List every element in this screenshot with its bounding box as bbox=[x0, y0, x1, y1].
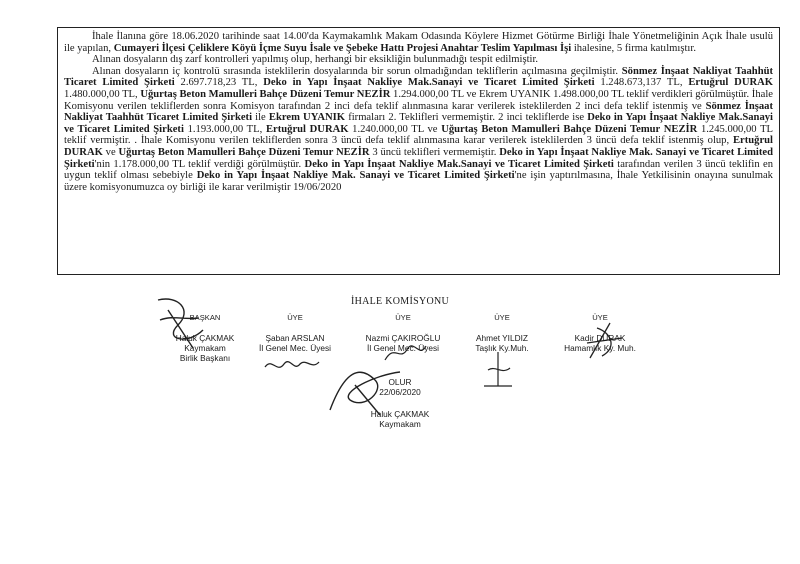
text: 1.294.000,00 TL ve Ekrem UYANIK 1.498.000,00 TL teklif verdikleri görülmüştür. İhale Komisyonu verilen tekliflerden sonra Komisyon tarafından 2 inci defa teklif alınmasına karar verilerek isteklilerden 2 inci defa teklif istenmiş ve bbox=[64, 88, 773, 112]
paragraph-3 bbox=[64, 66, 773, 194]
text: Alınan dosyaların iç kontrolü sırasında isteklilerin dosyalarında bir sorun olmadığından tekliflerin açılmasına geçilmiştir. bbox=[92, 65, 622, 77]
text: 2.697.718,23 TL, bbox=[174, 77, 264, 89]
member-name: Kadir DURAK bbox=[574, 333, 626, 343]
member-name: Haluk ÇAKMAK bbox=[175, 333, 235, 343]
bidder-name: Sönmez İnşaat Nakliyat Taahhüt Ticaret Limited Şirketi bbox=[64, 65, 774, 89]
text: ve bbox=[102, 146, 119, 158]
text: ihalesine, 5 firma katılmıştır. bbox=[571, 42, 696, 54]
bidder-name: Deko in Yapı İnşaat Nakliye Mak. Sanayi ve Ticaret Limited Şirketi bbox=[64, 146, 773, 170]
signature-member-3 bbox=[478, 350, 518, 390]
project-name: Cumayeri İlçesi Çeliklere Köyü İçme Suyu İsale ve Şebeke Hattı Projesi Anahtar Teslim Yapılması İşi bbox=[113, 42, 572, 54]
bidder-name: Ertuğrul DURAK bbox=[688, 77, 774, 89]
bidder-name: Deko in Yapı İnşaat Nakliye Mak.Sanayi ve Ticaret Limited Şirketi bbox=[304, 158, 614, 170]
member-name: Ahmet YILDIZ bbox=[476, 333, 528, 343]
approval-block bbox=[345, 377, 455, 429]
approval-date: 22/06/2020 bbox=[379, 387, 421, 397]
bidder-name: Deko in Yapı İnşaat Nakliye Mak.Sanayi ve Ticaret Limited Şirketi bbox=[64, 112, 773, 135]
text: 1.193.000,00 TL, bbox=[183, 123, 266, 135]
text: 1.480.000,00 TL, bbox=[64, 88, 141, 100]
member-name: Şaban ARSLAN bbox=[265, 333, 325, 343]
bidder-name: Deko in Yapı İnşaat Nakliye Mak.Sanayi ve Ticaret Limited Şirketi bbox=[263, 77, 595, 89]
text: 'ne işin yaptırılmasına, İhale Yetkilisinin onayına sunulmak üzere komisyonumuzca oy birliği ile karar verilmiştir 19/06/2020 bbox=[64, 170, 773, 193]
member-title-2: Birlik Başkanı bbox=[179, 353, 231, 363]
member-3 bbox=[447, 313, 557, 353]
member-role: ÜYE bbox=[287, 313, 303, 322]
spacer bbox=[345, 397, 455, 409]
approval-name: Haluk ÇAKMAK bbox=[370, 409, 430, 419]
bidder-name: Uğurtaş Beton Mamulleri Bahçe Düzeni Temur NEZİR bbox=[441, 123, 698, 135]
text: 3 üncü teklifleri vermemiştir. bbox=[369, 146, 500, 158]
paragraph-2: Alınan dosyaların dış zarf kontrolleri yapılmış olup, herhangi bir eksikliğin bulunmadığı tespit edilmiştir. bbox=[92, 54, 539, 66]
bidder-name: Sönmez İnşaat Nakliyat Taahhüt Ticaret Limited Şirketi bbox=[64, 100, 773, 124]
text: 1.245.000,00 TL teklif vermiştir. . İhale Komisyonu verilen tekliflerden sonra 3 üncü defa teklif alınmasına karar verilerek isteklilerden 3 üncü defa teklif istenmiş olup, bbox=[64, 123, 774, 147]
text: İhale İlanına göre 18.06.2020 tarihinde saat 14.00'da Kaymakamlık Makam Odasında Köylere Hizmet Götürme Birliği İhale Yönetmeliğinin Açık İhale usulü ile yapılan, bbox=[64, 31, 773, 54]
bidder-name: Ekrem UYANIK bbox=[268, 112, 346, 124]
member-title: Kaymakam bbox=[184, 343, 226, 353]
member-name: Nazmi ÇAKIROĞLU bbox=[365, 333, 441, 343]
member-4 bbox=[545, 313, 655, 353]
member-1 bbox=[240, 313, 350, 353]
approval-title: Kaymakam bbox=[379, 419, 421, 429]
member-role: ÜYE bbox=[494, 313, 510, 322]
text: ile bbox=[252, 112, 269, 124]
member-title: Hamamlık Ky. Muh. bbox=[564, 343, 636, 353]
bidder-name: Uğurtaş Beton Mamulleri Bahçe Düzeni Temur NEZİR bbox=[140, 88, 391, 100]
decision-text-box bbox=[57, 27, 780, 275]
member-2 bbox=[348, 313, 458, 353]
bidder-name: Deko in Yapı İnşaat Nakliye Mak. Sanayi ve Ticaret Limited Şirketi bbox=[196, 170, 515, 182]
member-title: Taşlık Ky.Muh. bbox=[475, 343, 529, 353]
member-role: BAŞKAN bbox=[189, 313, 221, 322]
member-title: İl Genel Mec. Üyesi bbox=[367, 343, 439, 353]
member-role: ÜYE bbox=[395, 313, 411, 322]
committee-title: İHALE KOMİSYONU bbox=[350, 296, 450, 307]
member-title: İl Genel Mec. Üyesi bbox=[259, 343, 331, 353]
text: 1.248.673,137 TL, bbox=[594, 77, 689, 89]
text: 1.240.000,00 TL ve bbox=[348, 123, 442, 135]
text: 'nin 1.178.000,00 TL teklif verdiği görülmüştür. bbox=[94, 158, 305, 170]
text: firmaları 2. Teklifleri vermemiştir. 2 inci tekliflerde ise bbox=[345, 112, 588, 124]
bidder-name: Ertuğrul DURAK bbox=[64, 135, 773, 158]
approval-label: OLUR bbox=[388, 377, 412, 387]
text: tarafından verilen 3 üncü teklifin en uygun teklif olması sebebiyle bbox=[64, 158, 773, 182]
member-role: ÜYE bbox=[592, 313, 608, 322]
paragraph-1 bbox=[64, 31, 773, 54]
signature-member-1 bbox=[262, 352, 322, 377]
bidder-name: Uğurtaş Beton Mamulleri Bahçe Düzeni Temur NEZİR bbox=[118, 146, 370, 158]
bidder-name: Ertuğrul DURAK bbox=[265, 123, 349, 135]
